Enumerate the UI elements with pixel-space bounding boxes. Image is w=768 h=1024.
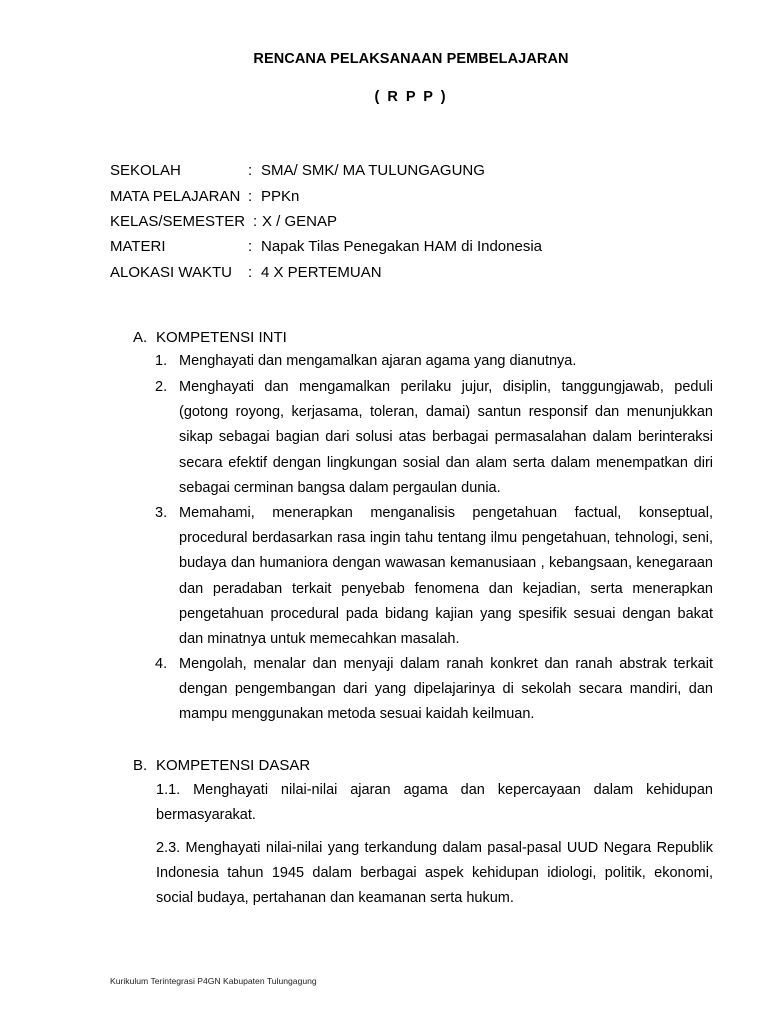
info-value: PPKn <box>261 188 300 205</box>
document-subtitle: ( R P P ) <box>374 89 448 105</box>
section-letter: A. <box>133 329 148 346</box>
info-colon: : <box>248 238 253 255</box>
ki-text: Mengolah, menalar dan menyaji dalam ranah konkret dan ranah abstrak terkait dengan pengembangan dari yang dipelajarinya di sekolah secara mandiri, dan mampu menggunakan metoda sesuai kaidah keilmuan. <box>179 656 713 723</box>
page-footer: Kurikulum Terintegrasi P4GN Kabupaten Tulungagung <box>110 976 317 986</box>
ki-text: Memahami, menerapkan menganalisis pengetahuan factual, konseptual, procedural berdasarkan rasa ingin tahu tentang ilmu pengetahuan, tehnologi, seni, budaya dan humaniora dengan wawasan kemanusiaan , kebangsaan, kenegaraan dan peradaban terkait penyebab fenomena dan kejadian, serta menerapkan pengetahuan procedural pada bidang kajian yang spesifik sesuai dengan bakat dan minatnya untuk memecahkan masalah. <box>179 505 713 648</box>
info-label: KELAS/SEMESTER <box>110 213 246 230</box>
info-value: Napak Tilas Penegakan HAM di Indonesia <box>261 238 543 255</box>
info-value: 4 X PERTEMUAN <box>261 264 382 281</box>
ki-number: 1. <box>155 353 168 369</box>
ki-text: Menghayati dan mengamalkan ajaran agama yang dianutnya. <box>179 353 577 369</box>
ki-number: 2. <box>155 379 168 395</box>
kd-item-1-1: 1.1. Menghayati nilai-nilai ajaran agama dan kepercayaan dalam kehidupan bermasyarakat. <box>156 782 713 824</box>
section-title: KOMPETENSI DASAR <box>156 757 311 774</box>
info-value: X / GENAP <box>262 213 338 230</box>
info-label: MATERI <box>110 238 166 255</box>
ki-text: Menghayati dan mengamalkan perilaku jujur, disiplin, tanggungjawab, peduli (gotong royong, kerjasama, toleran, damai) santun responsif dan menunjukkan sikap sebagai bagian dari solusi atas berbagai permasalahan dalam berinteraksi secara efektif dengan lingkungan sosial dan alam serta dalam menempatkan diri sebagai cerminan bangsa dalam pergaulan dunia. <box>179 379 713 496</box>
ki-number: 3. <box>155 505 168 521</box>
info-colon: : <box>248 162 253 179</box>
info-colon: : <box>248 188 253 205</box>
info-colon: : <box>253 213 258 230</box>
kd-item-2-3: 2.3. Menghayati nilai-nilai yang terkandung dalam pasal-pasal UUD Negara Republik Indonesia tahun 1945 dalam berbagai aspek kehidupan idiologi, politik, ekonomi, social budaya, pertahanan dan keamanan serta hukum. <box>156 840 713 907</box>
section-title: KOMPETENSI INTI <box>156 329 287 346</box>
document-title: RENCANA PELAKSANAAN PEMBELAJARAN <box>253 51 569 67</box>
info-label: ALOKASI WAKTU <box>110 264 232 281</box>
info-label: MATA PELAJARAN <box>110 188 241 205</box>
info-colon: : <box>248 264 253 281</box>
info-label: SEKOLAH <box>110 162 181 179</box>
info-value: SMA/ SMK/ MA TULUNGAGUNG <box>261 162 485 179</box>
ki-number: 4. <box>155 656 168 672</box>
section-letter: B. <box>133 757 148 774</box>
